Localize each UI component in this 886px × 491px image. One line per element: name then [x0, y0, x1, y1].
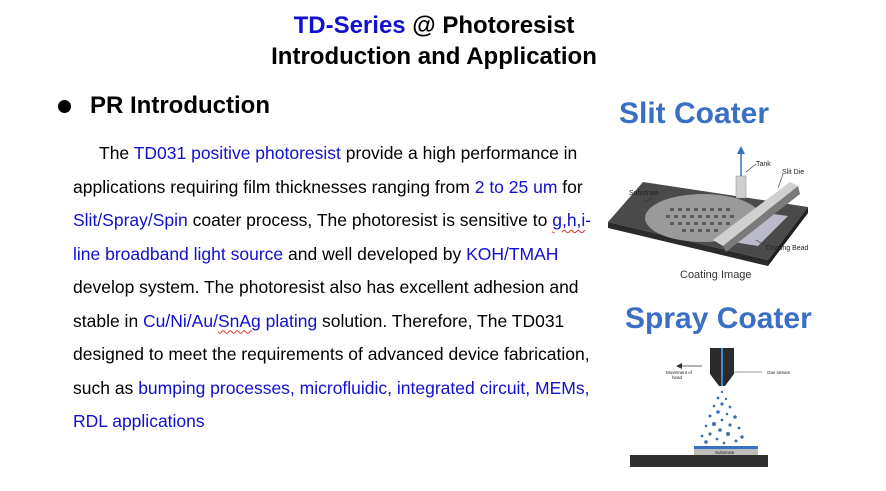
- highlight-snag: SnAg: [217, 310, 261, 331]
- spray-coater-diagram: [630, 346, 791, 468]
- highlight-developer: KOH/TMAH: [466, 243, 559, 264]
- spray-droplets-icon: [701, 391, 744, 445]
- spray-coater-title: Spray Coater: [625, 302, 812, 335]
- highlight-coater-process: Slit/Spray/Spin: [73, 210, 188, 230]
- title-rest: @ Photoresist: [405, 12, 575, 39]
- spray-substrate-label: Substrate: [715, 450, 735, 455]
- slit-coater-title: Slit Coater: [619, 97, 770, 130]
- title-accent: TD-Series: [293, 12, 406, 39]
- tank-label: Tank: [756, 161, 771, 168]
- movement-label-1: Movement of: [666, 370, 693, 375]
- intro-paragraph: [73, 137, 603, 439]
- substrate-label: Substrate: [629, 190, 659, 197]
- tank-icon: [736, 176, 746, 198]
- slit-die-label: Slit Die: [782, 169, 805, 176]
- highlight-thickness: 2 to 25 um: [474, 176, 558, 197]
- movement-label-2: head: [672, 375, 683, 380]
- text-run: coater process, The photoresist is sensitive to: [187, 210, 553, 230]
- spray-platform-icon: [630, 455, 768, 467]
- highlight-light-lines: g,h,i: [552, 210, 586, 230]
- page-title: [0, 10, 868, 72]
- bullet-icon: [58, 100, 71, 113]
- text-run: The: [99, 143, 134, 163]
- text-run: provide a high performance in applications requiring film thicknesses ranging from: [73, 143, 578, 197]
- highlight-metals: Cu/Ni/Au/: [143, 310, 218, 331]
- coating-bead-label: Coating Bead: [766, 245, 809, 252]
- highlight-product-name: TD031 positive photoresist: [133, 143, 341, 163]
- section-heading: [58, 92, 270, 120]
- text-run: develop system. The photoresist also has excellent adhesion and stable in: [73, 277, 579, 331]
- arrow-left-icon: [676, 363, 682, 369]
- gas-stream-label: Gas stream: [767, 370, 791, 375]
- text-run: for: [557, 176, 583, 197]
- section-heading-text: PR Introduction: [90, 92, 270, 119]
- highlight-applications: bumping processes, microfluidic, integrated circuit, MEMs, RDL applications: [73, 377, 590, 431]
- highlight-plating: plating: [260, 310, 318, 331]
- slit-caption: Coating Image: [680, 269, 752, 281]
- slit-coater-diagram: [608, 142, 823, 267]
- highlight-light-source: -line broadband light source: [73, 210, 592, 264]
- arrow-up-icon: [737, 146, 745, 154]
- text-run: and well developed by: [283, 243, 467, 264]
- title-line-2: Introduction and Application: [271, 43, 597, 70]
- title-line-1: [0, 10, 868, 41]
- text-run: solution. Therefore, The TD031 designed to meet the requirements of advanced device fabrication, such as: [73, 310, 590, 398]
